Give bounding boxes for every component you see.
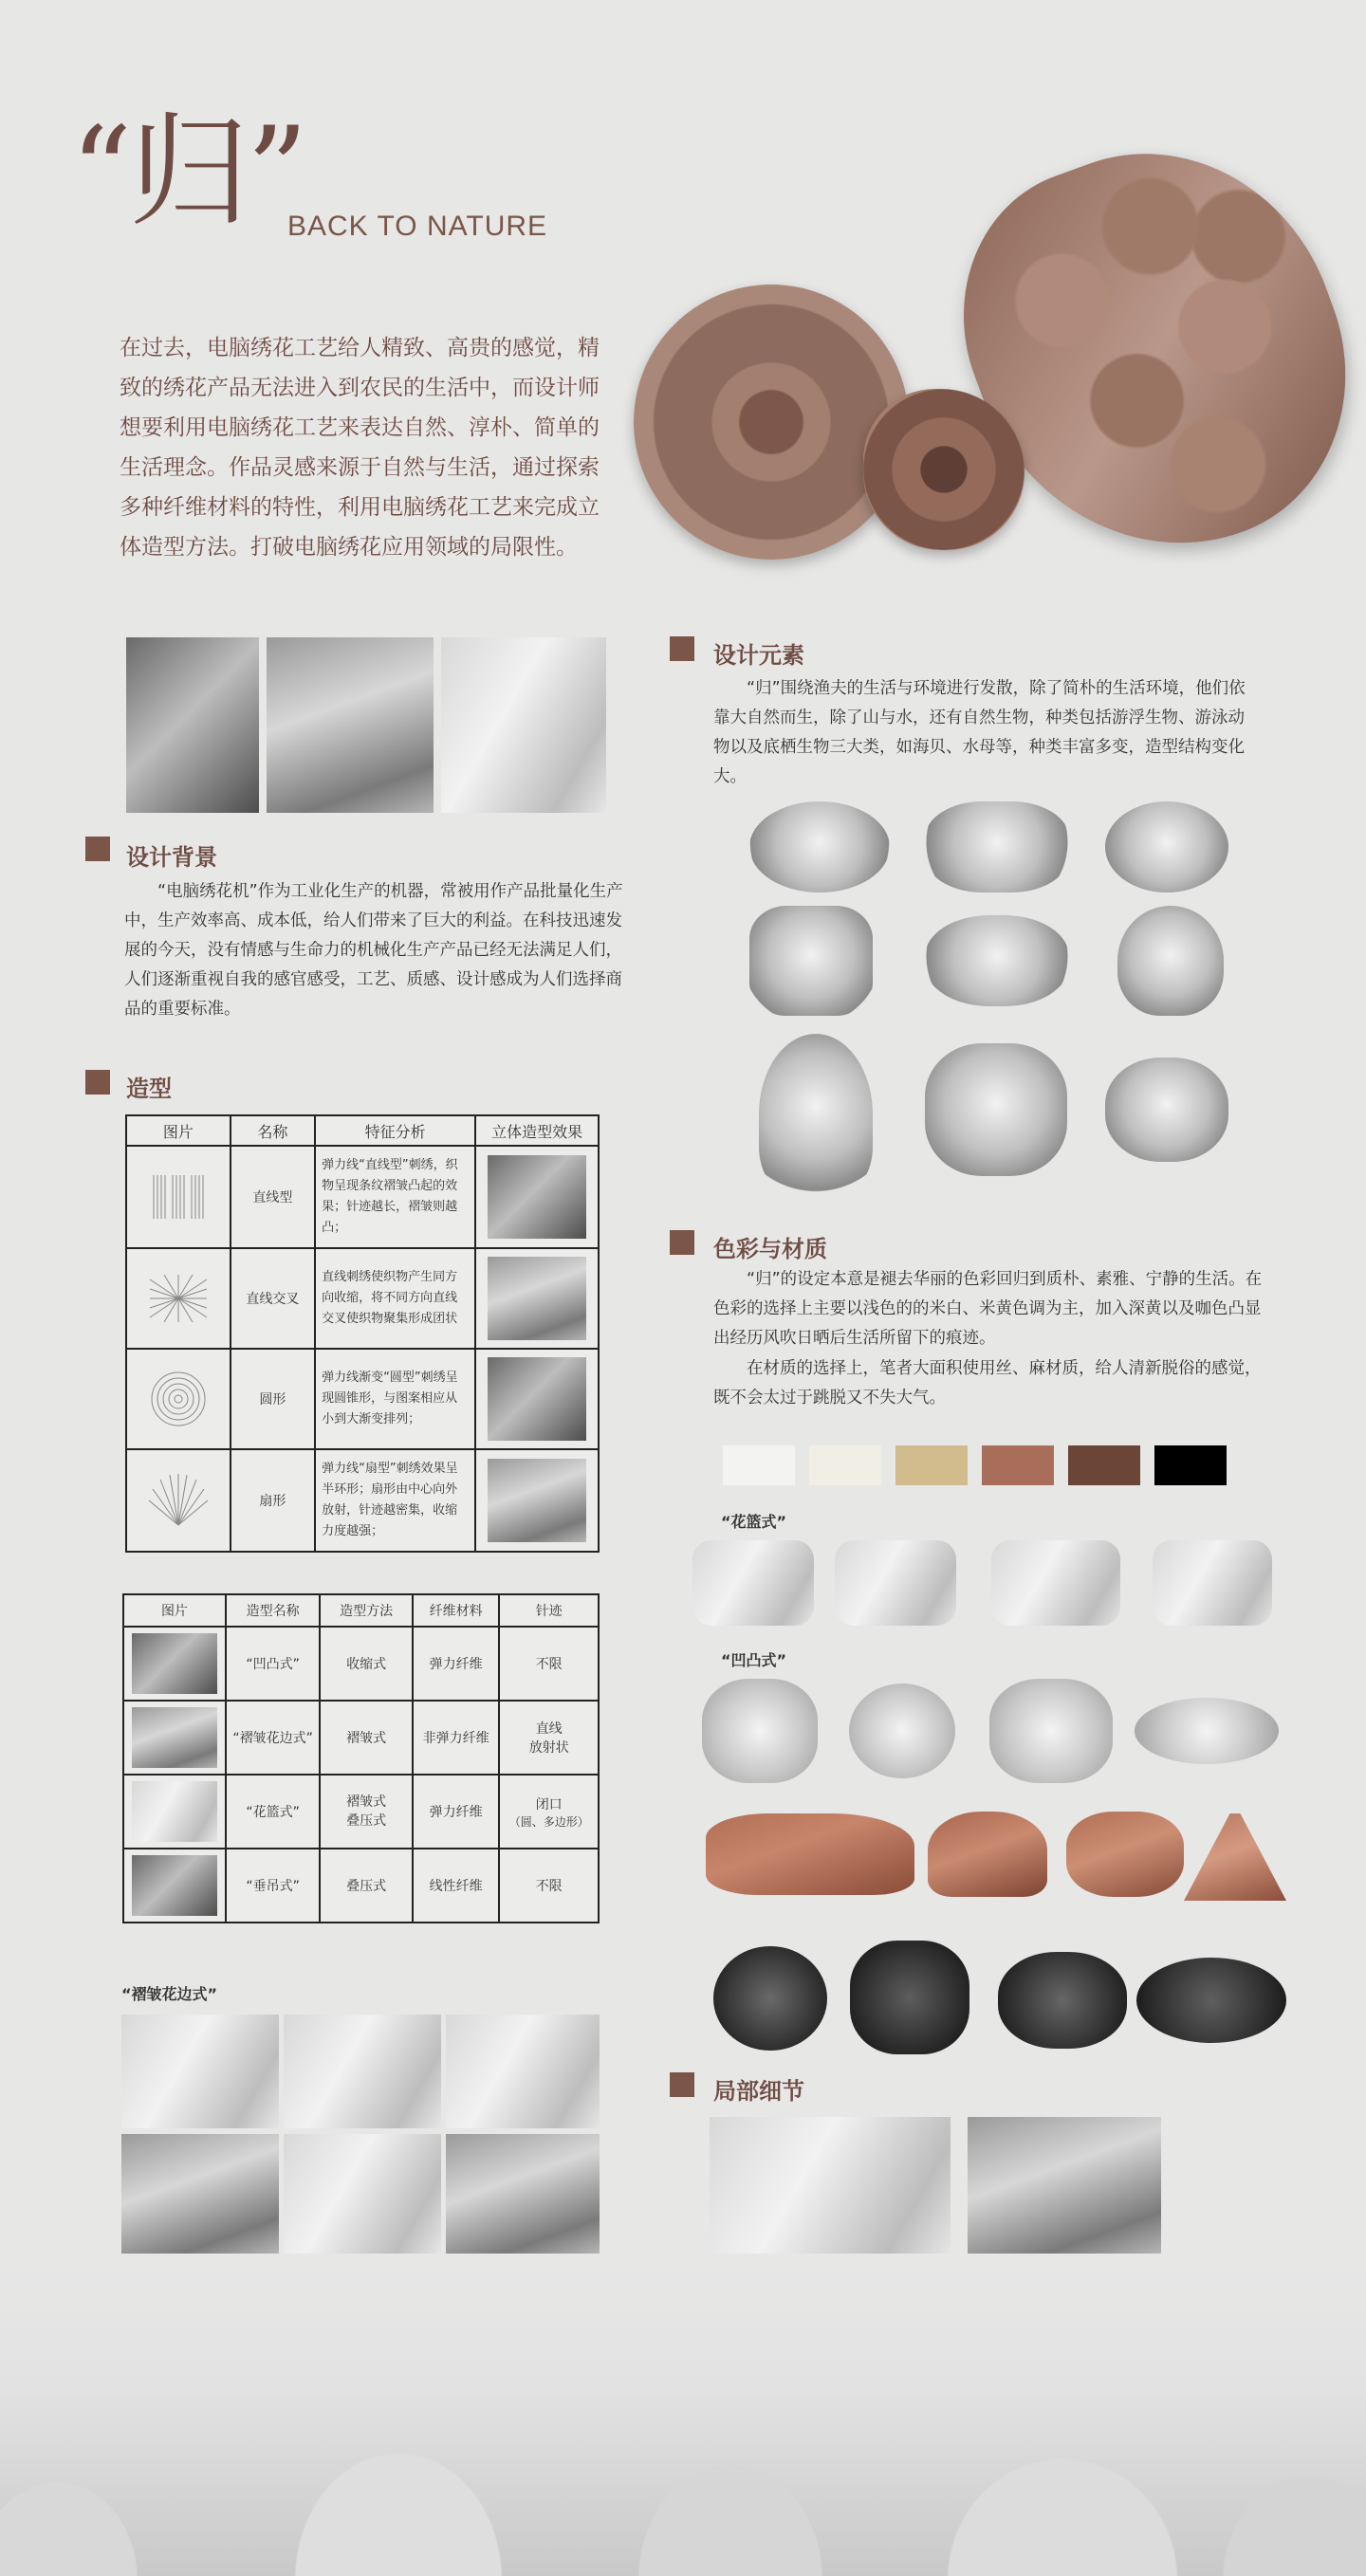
method-stitch <box>499 1627 599 1701</box>
pleat-label: “褶皱花边式” <box>121 1985 218 2003</box>
table-row <box>126 1146 599 1248</box>
stitch-line1: 直线 <box>535 1721 563 1737</box>
color-text: “归”的设定本意是褪去华丽的色彩回归到质朴、素雅、宁静的生活。在色彩的选择上主要以浅色的的米白、米黄色调为主，加入深黄以及咖色凸显出经历风吹日晒后生活所留下的痕迹。 <box>713 1270 1263 1348</box>
detail-photo <box>710 2117 951 2254</box>
shaping-method-table <box>122 1593 600 1923</box>
shape-name: 圆形 <box>231 1349 315 1449</box>
table-row <box>126 1248 599 1349</box>
pattern-cell <box>126 1248 231 1349</box>
pleat-photo <box>446 2134 600 2254</box>
color-swatch-sand <box>895 1445 968 1485</box>
method-fiber: 线性纤维 <box>413 1849 500 1923</box>
bump-sample-photo <box>1135 1698 1279 1764</box>
reference-photo-embroidered-garment <box>126 637 259 813</box>
sea-creature-brain-coral <box>925 915 1069 1006</box>
effect-cell <box>475 1449 599 1552</box>
shape-name: 直线型 <box>231 1146 315 1248</box>
background-text: “电脑绣花机”作为工业化生产的机器，常被用作产品批量化生产中，生产效率高、成本低，给人们带来了巨大的利益。在科技迅速发展的今天，没有情感与生命力的机械化生产产品已经无法满足人们，人们逐渐重视自我的感官感受，工艺、质感、设计感成为人们选择商品的重要标准。 <box>124 882 623 1019</box>
crossed-lines-pattern-icon <box>145 1270 212 1327</box>
color-swatch-black <box>1154 1445 1227 1485</box>
basket-sample-photo <box>1153 1540 1272 1626</box>
page-subtitle: BACK TO NATURE <box>287 211 548 242</box>
method-photo-cell <box>123 1701 226 1775</box>
bump-sample-photo <box>849 1684 955 1778</box>
material-text: 在材质的选择上，笔者大面积使用丝、麻材质，给人清新脱俗的感觉，既不会太过于跳脱又不失大气。 <box>713 1359 1262 1408</box>
pattern-cell <box>126 1449 231 1552</box>
method-type: 褶皱式 <box>320 1701 412 1775</box>
table-header: 特征分析 <box>315 1115 475 1146</box>
color-swatch-off-white <box>723 1445 795 1485</box>
section-marker <box>85 837 110 861</box>
method-name: “垂吊式” <box>226 1849 321 1923</box>
method-photo <box>132 1855 217 1916</box>
dark-sample-photo <box>713 1946 827 2051</box>
method-photo <box>132 1633 217 1694</box>
sea-creature-coral <box>749 801 890 892</box>
stitch-line1: 不限 <box>535 1879 563 1894</box>
shape-desc: 弹力线“扇型”刺绣效果呈半环形；扇形由中心向外放射，针迹越密集，收缩力度越强； <box>315 1449 475 1552</box>
table-header: 立体造型效果 <box>475 1115 599 1146</box>
method-photo-cell <box>123 1627 226 1701</box>
shape-name: 扇形 <box>231 1449 315 1552</box>
background-dune-texture <box>0 2267 1366 2576</box>
stitch-line1: 闭口 <box>535 1796 563 1812</box>
table-header: 造型名称 <box>226 1594 321 1627</box>
stitch-line1: 不限 <box>535 1657 563 1672</box>
method-name: “花篮式” <box>226 1775 321 1849</box>
table-header: 图片 <box>123 1594 226 1627</box>
table-header: 针迹 <box>499 1594 599 1627</box>
dark-sample-photo <box>998 1952 1127 2049</box>
stitch-line2: （圆、多边形） <box>508 1814 589 1829</box>
table-header: 名称 <box>231 1115 315 1146</box>
pleat-photo <box>446 2015 600 2128</box>
method-stitch <box>499 1775 599 1849</box>
method-type: 收缩式 <box>320 1627 412 1701</box>
method-name: “褶皱花边式” <box>226 1701 321 1775</box>
table-header: 图片 <box>126 1115 231 1146</box>
reference-photo-embroidery-texture <box>267 637 434 813</box>
section-title-shape: 造型 <box>126 1076 172 1102</box>
dark-sample-photo <box>1136 1958 1286 2043</box>
pattern-cell <box>126 1146 231 1248</box>
effect-photo <box>488 1257 586 1340</box>
method-type: 叠压式 <box>320 1849 412 1923</box>
table-header: 造型方法 <box>320 1594 412 1627</box>
detail-photo <box>968 2117 1161 2254</box>
pattern-cell <box>126 1349 231 1449</box>
dark-sample-photo <box>850 1941 969 2054</box>
section-marker <box>670 636 694 661</box>
hero-disc-sculpture <box>634 285 909 560</box>
table-row <box>123 1701 599 1775</box>
concentric-circles-pattern-icon <box>148 1369 209 1429</box>
section-marker <box>85 1070 110 1095</box>
intro-paragraph: 在过去，电脑绣花工艺给人精致、高贵的感觉，精致的绣花产品无法进入到农民的生活中，而设计师想要利用电脑绣花工艺来表达自然、淳朴、简单的生活理念。作品灵感来源于自然与生活，通过探索多种纤维材料的特性，利用电脑绣花工艺来完成立体造型方法。打破电脑绣花应用领域的局限性。 <box>120 336 600 560</box>
effect-cell <box>475 1349 599 1449</box>
sea-creature-starfish <box>925 1043 1067 1176</box>
shape-desc: 直线刺绣使织物产生同方向收缩，将不同方向直线交叉使织物聚集形成团状 <box>315 1248 475 1349</box>
pleat-photo <box>284 2134 441 2254</box>
table-header: 纤维材料 <box>413 1594 500 1627</box>
table-row <box>126 1349 599 1449</box>
elements-text: “归”围绕渔夫的生活与环境进行发散，除了简朴的生活环境，他们依靠大自然而生，除了山与水，还有自然生物，种类包括游浮生物、游泳动物以及底栖生物三大类，如海贝、水母等，种类丰富多变，造型结构变化大。 <box>713 679 1246 786</box>
section-title-color: 色彩与材质 <box>713 1236 827 1262</box>
method-fiber: 非弹力纤维 <box>413 1701 500 1775</box>
sea-creature-fan-coral <box>1105 1058 1228 1162</box>
stitch-line2: 放射状 <box>528 1740 569 1756</box>
shape-desc: 弹力线“直线型”刺绣，织物呈现条纹褶皱凸起的效果；针迹越长，褶皱则越凸； <box>315 1146 475 1248</box>
color-swatch-brown <box>1068 1445 1140 1485</box>
method-fiber: 弹力纤维 <box>413 1775 500 1849</box>
bump-sample-photo <box>989 1679 1113 1783</box>
bump-sample-photo <box>702 1679 818 1783</box>
method-type: 褶皱式 叠压式 <box>320 1775 412 1849</box>
terracotta-sample-photo <box>1066 1812 1184 1897</box>
method-stitch <box>499 1701 599 1775</box>
basket-sample-photo <box>835 1540 956 1626</box>
method-photo <box>132 1781 217 1842</box>
pleat-photo <box>121 2015 279 2128</box>
page-title: “归” <box>70 101 305 243</box>
sea-creature-flower-coral <box>925 801 1069 892</box>
fan-lines-pattern-icon <box>145 1472 212 1529</box>
section-marker <box>670 1230 694 1255</box>
straight-lines-pattern-icon <box>148 1171 209 1223</box>
method-name: “凹凸式” <box>226 1627 321 1701</box>
effect-cell <box>475 1248 599 1349</box>
method-stitch <box>499 1849 599 1923</box>
effect-photo <box>488 1155 586 1239</box>
section-marker <box>670 2072 694 2097</box>
terracotta-sample-photo <box>706 1813 914 1895</box>
method-photo-cell <box>123 1849 226 1923</box>
sea-creature-shell <box>1117 906 1224 1016</box>
pleat-photo <box>284 2015 441 2128</box>
shape-name: 直线交叉 <box>231 1248 315 1349</box>
effect-cell <box>475 1146 599 1248</box>
effect-photo <box>488 1459 586 1542</box>
shape-desc: 弹力线渐变“圆型”刺绣呈现圆锥形，与图案相应从小到大渐变排列； <box>315 1349 475 1449</box>
pleat-photo <box>121 2134 279 2254</box>
section-title-detail: 局部细节 <box>713 2078 804 2105</box>
basket-label: “花篮式” <box>721 1513 787 1531</box>
sea-creature-tube-coral <box>749 906 873 1016</box>
color-swatch-terracotta <box>982 1445 1054 1485</box>
terracotta-sample-photo <box>928 1812 1047 1897</box>
section-title-elements: 设计元素 <box>713 642 804 669</box>
basket-sample-photo <box>991 1540 1120 1626</box>
basket-sample-photo <box>692 1540 814 1626</box>
color-swatch-cream <box>809 1445 881 1485</box>
table-row <box>126 1449 599 1552</box>
section-title-background: 设计背景 <box>126 844 217 871</box>
sea-creature-jellyfish <box>759 1034 873 1195</box>
sea-creature-sponge <box>1105 801 1228 892</box>
table-row <box>123 1849 599 1923</box>
reference-photo-fiber-texture <box>441 637 606 813</box>
terracotta-sample-photo <box>1184 1813 1286 1901</box>
table-row <box>123 1775 599 1849</box>
method-photo <box>132 1707 217 1768</box>
method-photo-cell <box>123 1775 226 1849</box>
hero-flower-sculpture <box>863 389 1024 550</box>
bump-label: “凹凸式” <box>721 1651 787 1669</box>
method-fiber: 弹力纤维 <box>413 1627 500 1701</box>
effect-photo <box>488 1357 586 1441</box>
stitch-analysis-table <box>125 1114 600 1553</box>
table-row <box>123 1627 599 1701</box>
